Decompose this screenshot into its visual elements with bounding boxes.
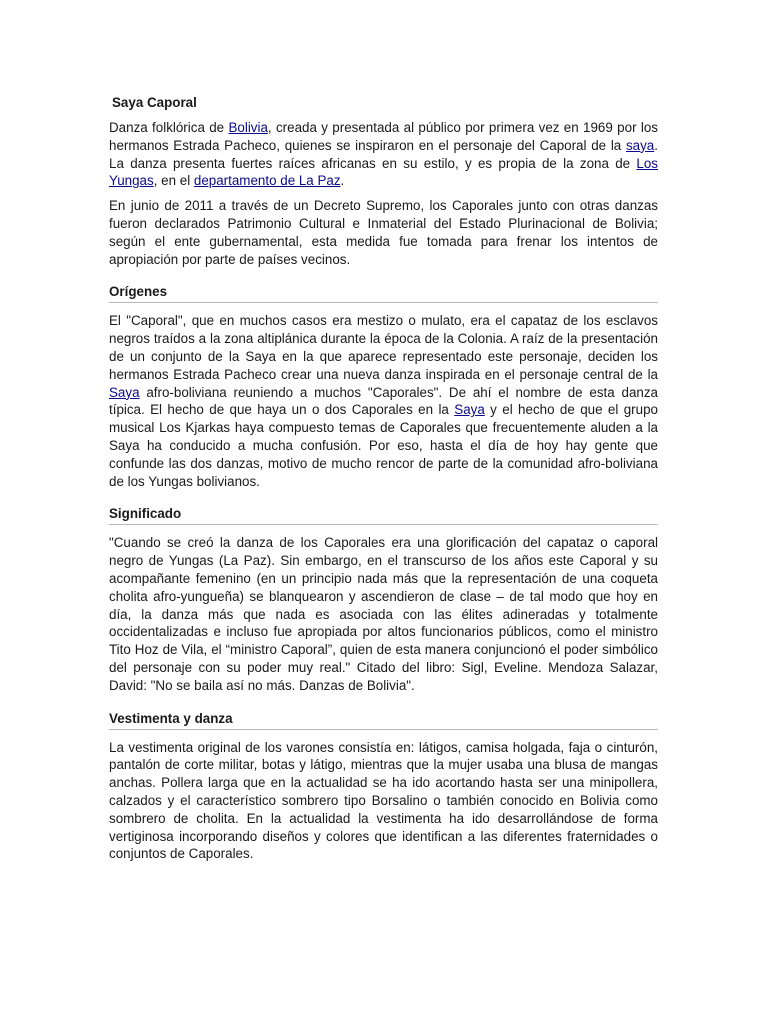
intro-text: , en el	[153, 173, 194, 189]
intro-paragraph-1	[109, 119, 658, 190]
vestimenta-paragraph: La vestimenta original de los varones consistía en: látigos, camisa holgada, faja o cinturón, pantalón de corte militar, botas y látigo, mientras que la mujer usaba una blusa de mangas anchas. Pollera larga que en la actualidad se ha ido acortando hasta ser una minipollera, calzados y el característico sombrero tipo Borsalino o también conocido en Bolivia como sombrero de cholita. En la actualidad la vestimenta ha ido desarrollándose de forma vertiginosa incorporando diseños y colores que identifican a las diferentes fraternidades o conjuntos de Caporales.	[109, 739, 658, 862]
link-los-yungas[interactable]: Los Yungas	[109, 155, 658, 189]
document-page	[109, 94, 658, 870]
section-heading-origenes: Orígenes	[109, 283, 658, 303]
intro-text: .	[340, 173, 345, 189]
link-departamento-la-paz[interactable]: departamento de La Paz	[193, 173, 341, 189]
origenes-text: y el hecho de que el grupo musical Los Kjarkas haya compuesto temas de Caporales que frecuentemente aluden a la Saya ha conducido a mucha confusión. Por eso, hasta el día de hoy hay gente que confunde las dos danzas, motivo de mucho rencor de parte de la comunidad afro-boliviana de los Yungas bolivianos.	[109, 402, 658, 489]
intro-text: . La danza presenta fuertes raíces africanas en su estilo, y es propia de la zona de	[109, 137, 658, 171]
section-heading-significado: Significado	[109, 505, 658, 525]
page-title: Saya Caporal	[112, 95, 197, 110]
section-origenes	[109, 283, 658, 490]
section-significado	[109, 505, 658, 694]
link-bolivia[interactable]: Bolivia	[228, 120, 268, 135]
origenes-text: El "Caporal", que en muchos casos era mestizo o mulato, era el capataz de los esclavos negros traídos a la zona altiplánica durante la época de la Colonia. A raíz de la presentación de un conjunto de la Saya en la que aparece representado este personaje, deciden los hermanos Estrada Pacheco crear una nueva danza inspirada en el personaje central de la	[109, 313, 658, 382]
intro-text: , creada y presentada al público por primera vez en 1969 por los hermanos Estrada Pacheco, quienes se inspiraron en el personaje del Caporal de la	[109, 120, 658, 153]
intro-text: Danza folklórica de	[109, 120, 229, 135]
origenes-text: afro-boliviana reuniendo a muchos "Caporales". De ahí el nombre de esta danza típica. El hecho de que haya un o dos Caporales en la	[109, 384, 658, 418]
link-saya-2[interactable]: Saya	[454, 402, 485, 418]
section-vestimenta	[109, 710, 658, 864]
origenes-paragraph	[109, 312, 658, 490]
intro-paragraph-2: En junio de 2011 a través de un Decreto Supremo, los Caporales junto con otras danzas fueron declarados Patrimonio Cultural e Inmaterial del Estado Plurinacional de Bolivia; según el ente gubernamental, esta medida fue tomada para frenar los intentos de apropiación por parte de países vecinos.	[109, 198, 658, 267]
section-heading-vestimenta: Vestimenta y danza	[109, 710, 658, 730]
link-saya-1[interactable]: Saya	[109, 384, 140, 400]
significado-paragraph: "Cuando se creó la danza de los Caporales era una glorificación del capataz o caporal negro de Yungas (La Paz). Sin embargo, en el transcurso de los años este Caporal y su acompañante femenino (en un principio nada más que la representación de una coqueta cholita afro-yungueña) se blanquearon y ascendieron de clase – de tal modo que hoy en día, la danza más que nada es asociada con las élites adineradas y totalmente occidentalizadas e incluso fue apropiada por altos funcionarios públicos, como el ministro Tito Hoz de Vila, el “ministro Caporal”, quien de esta manera conjuncionó el poder simbólico del personaje con su poder muy real." Citado del libro: Sigl, Eveline. Mendoza Salazar, David: "No se baila así no más. Danzas de Bolivia".	[109, 535, 658, 693]
link-saya[interactable]: saya	[625, 137, 655, 153]
